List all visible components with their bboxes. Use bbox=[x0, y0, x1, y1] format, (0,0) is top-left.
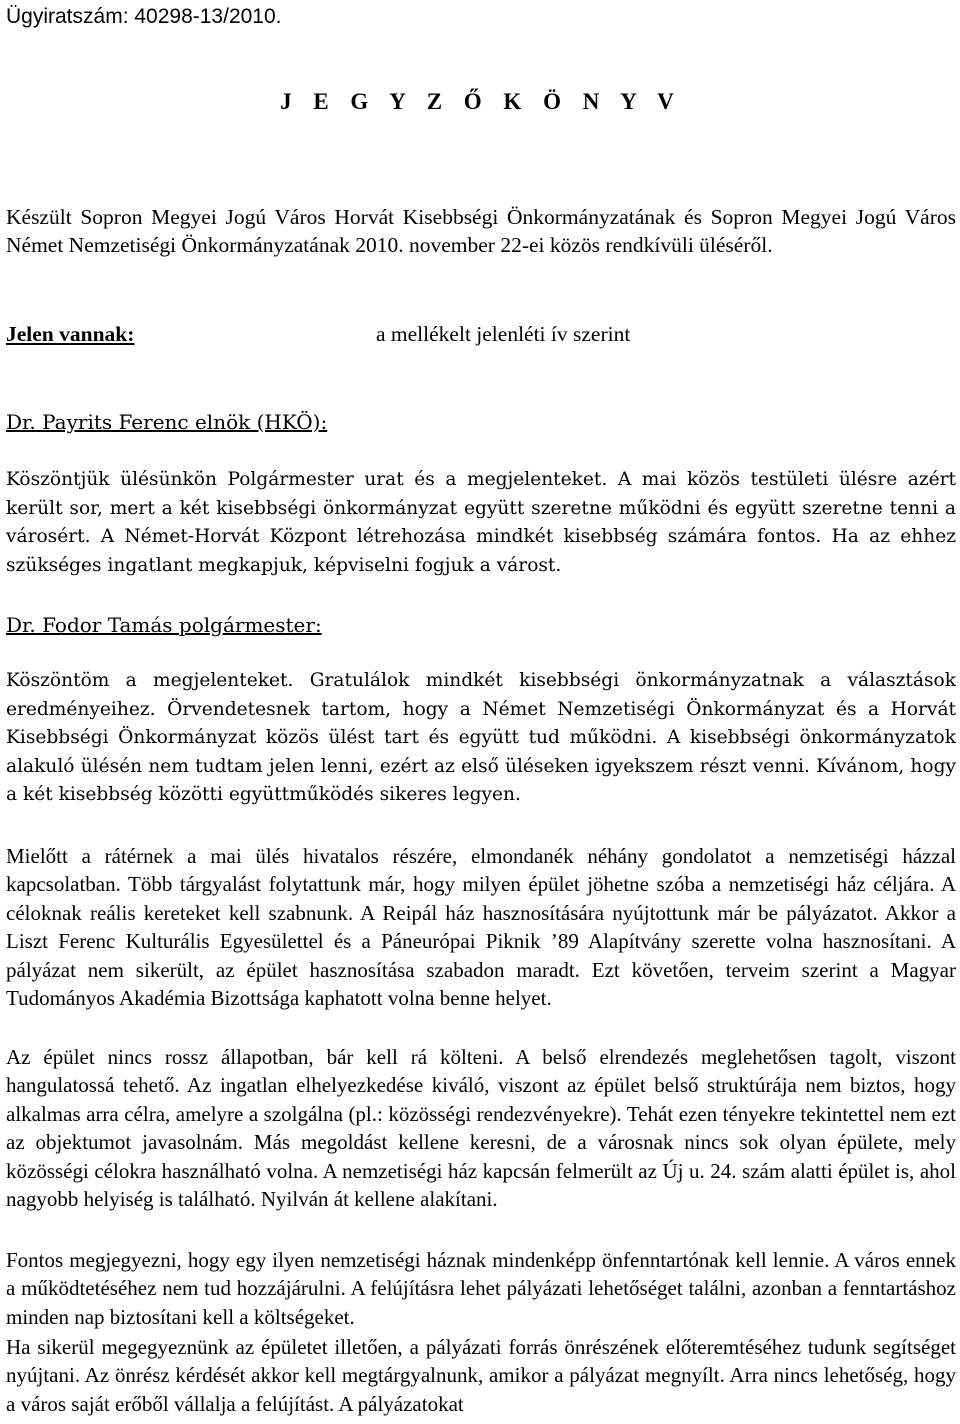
intro-paragraph: Készült Sopron Megyei Jogú Város Horvát Kisebbségi Önkormányzatának és Sopron Megyei Jogú Város Német Nemzetiségi Önkormányzatának 2010. november 22-ei közös rendkívüli üléséről. bbox=[6, 205, 956, 257]
paragraph-fodor-1: Köszöntöm a megjelenteket. Gratulálok mindkét kisebbségi önkormányzatnak a választások eredményeihez. Örvendetesnek tartom, hogy a Német Nemzetiségi Önkormányzat és a Horvát Kisebbségi Önkormányzat közös ülést tart és együtt tud működni. A kisebbségi önkormányzatok alakuló ülésén nem tudtam jelen lenni, ezért az első üléseken igyekszem részt venni. Kívánom, hogy a két kisebbség közötti együttműködés sikeres legyen. bbox=[6, 670, 956, 806]
reference-number: Ügyiratszám: 40298-13/2010. bbox=[6, 5, 282, 28]
paragraph-fodor-3: Az épület nincs rossz állapotban, bár kell rá költeni. A belső elrendezés meglehetősen tagolt, viszont hangulatossá tehető. Az ingatlan elhelyezkedése kiváló, viszont az épület belső struktúrája nem biztos, hogy alkalmas arra célra, amelyre a szolgálna (pl.: közösségi rendezvényekre). Tehát ezen tényekre tekintettel nem ezt az objektumot javasolnám. Más megoldást kellene keresni, de a városnak nincs sok olyan épülete, mely közösségi célokra használható volna. A nemzetiségi ház kapcsán felmerült az Új u. 24. szám alatti épület is, ahol nagyobb helyiség is található. Nyilván át kellene alakítani. bbox=[6, 1045, 956, 1212]
paragraph-payrits: Köszöntjük ülésünkön Polgármester urat és a megjelenteket. A mai közös testületi ülésre azért került sor, mert a két kisebbségi önkormányzat együtt szeretne működni és együtt szeretne tenni a városért. A Német-Horvát Központ létrehozása mindkét kisebbség számára fontos. Ha az ehhez szükséges ingatlant megkapjuk, képviselni fogjuk a várost. bbox=[6, 469, 956, 576]
present-label: Jelen vannak: bbox=[6, 322, 135, 346]
present-value: a mellékelt jelenléti ív szerint bbox=[376, 322, 631, 346]
paragraph-fodor-2: Mielőtt a rátérnek a mai ülés hivatalos részére, elmondanék néhány gondolatot a nemzetiségi házzal kapcsolatban. Több tárgyalást folytattunk már, hogy milyen épület jöhetne szóba a nemzetiségi ház céljára. A céloknak reális kereteket kell szabnunk. A Reipál ház hasznosítására nyújtottunk már be pályázatot. Akkor a Liszt Ferenc Kulturális Egyesülettel és a Páneurópai Piknik ’89 Alapítvány szerette volna hasznosítani. A pályázat nem sikerült, az épület hasznosítása szabadon maradt. Ezt követően, terveim szerint a Magyar Tudományos Akadémia Bizottsága kaphatott volna benne helyet. bbox=[6, 844, 956, 1011]
paragraph-fodor-4: Fontos megjegyezni, hogy egy ilyen nemzetiségi háznak mindenképp önfenntartónak kell lennie. A város ennek a működtetéséhez nem tud hozzájárulni. A felújításra lehet pályázati lehetőséget találni, azonban a fenntartáshoz minden nap biztosítani kell a költségeket. bbox=[6, 1248, 956, 1329]
paragraph-fodor-5: Ha sikerül megegyeznünk az épületet illetően, a pályázati forrás önrészének előteremtéséhez tudunk segítséget nyújtani. Az önrész kérdését akkor kell megtárgyalnunk, amikor a pályázat megnyílt. Arra nincs lehetőség, hogy a város saját erőből vállalja a felújítást. A pályázatokat bbox=[6, 1335, 956, 1416]
speaker-payrits: Dr. Payrits Ferenc elnök (HKÖ): bbox=[6, 410, 328, 434]
speaker-fodor: Dr. Fodor Tamás polgármester: bbox=[6, 613, 322, 637]
document-title: J E G Y Z Ő K Ö N Y V bbox=[280, 89, 682, 114]
